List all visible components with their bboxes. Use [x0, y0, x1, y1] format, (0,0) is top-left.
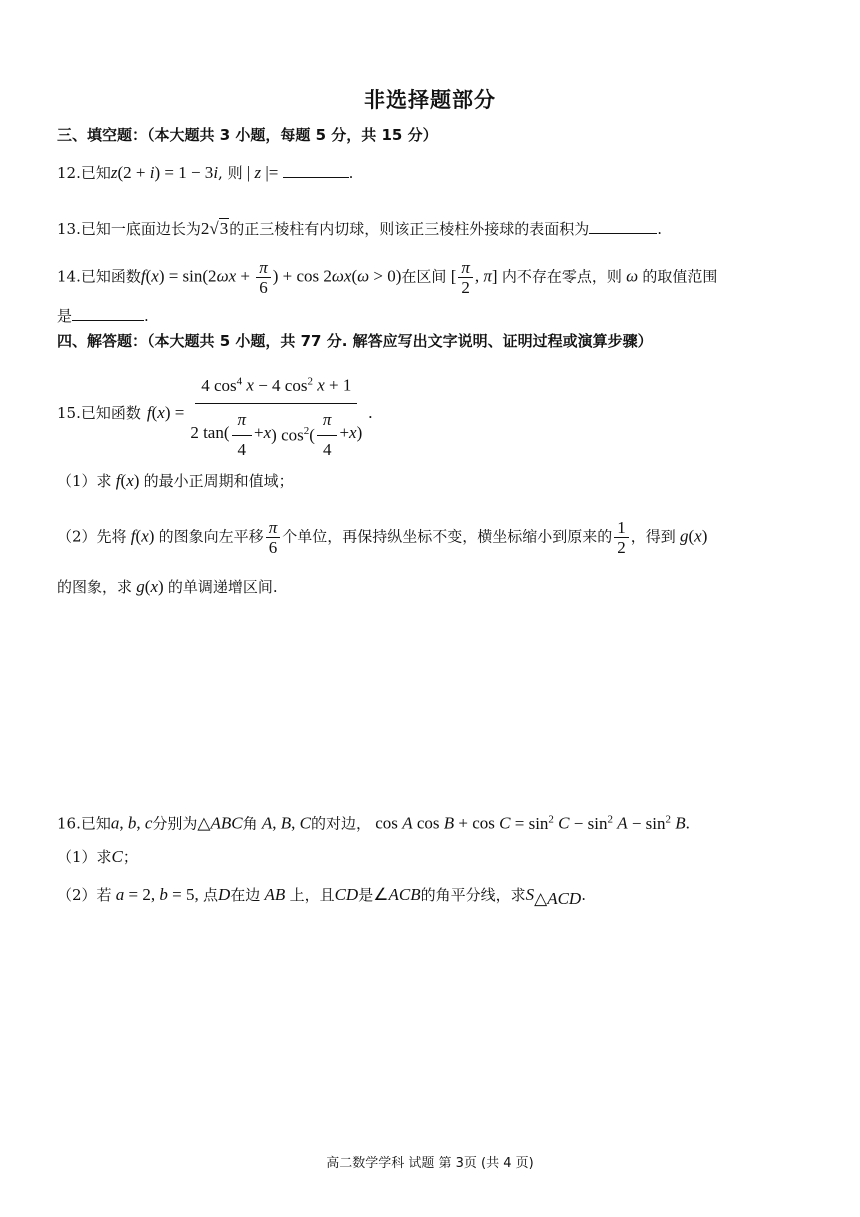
- question-14-line2: 是 .: [57, 307, 149, 325]
- question-15: 15.已知函数 f ( x ) = 4 $\cos^4 x - 4$ $\cos^2 x + 1$ 2 tan( $\frac{\pi}{4}$ + x ) $\cos^2$( $\frac{\pi}{4}$ + x ) .: [57, 368, 373, 459]
- question-16: 16.已知a, b, c分别为△ABC角 A, B, C的对边， cos A $\cos B + \cos C = \sin^2 C - \sin^2 A - \sin^2 B$.: [57, 813, 690, 833]
- section-heading-answer: 四、解答题：（本大题共 5 小题，共 77 分. 解答应写出文字说明、证明过程或演算步骤）: [57, 332, 653, 350]
- page-title: 非选择题部分: [364, 88, 496, 112]
- answer-blank: [589, 218, 657, 234]
- question-15-part1: （1）求 f(x) 的最小正周期和值域；: [57, 471, 294, 490]
- answer-blank: [283, 162, 349, 178]
- question-16-part1: （1）求C；: [57, 847, 138, 866]
- question-15-part2-line2: 的图象，求 g(x) 的单调递增区间.: [57, 577, 278, 596]
- page-footer: 高二数学学科 试题 第 3页 (共 4 页): [326, 1156, 534, 1171]
- question-14: 14.已知函数f(x) = sin(2ωx + $\frac{\pi}{6}$ ) + cos 2ωx(ω > 0)在区间 [ $\frac{\pi}{2}$ , π] 内不存在零点，则 ω 的取值范围: [57, 258, 718, 297]
- section-heading-fill-in: 三、填空题：（本大题共 3 小题，每题 5 分，共 15 分）: [57, 126, 438, 144]
- answer-blank: [72, 305, 144, 321]
- question-13: 13.已知一底面边长为2√3的正三棱柱有内切球，则该正三棱柱外接球的表面积为 .: [57, 219, 662, 238]
- question-15-part2: （2）先将 f(x) 的图象向左平移 $\frac{\pi}{6}$ 个单位，再保持纵坐标不变，横坐标缩小到原来的 $\frac{1}{2}$ ，得到 g(x): [57, 518, 708, 557]
- question-12: 12.已知z(2 + i) = 1 − 3i, 则 | z |= .: [57, 163, 354, 182]
- function-fraction: 4 $\cos^4 x - 4$ $\cos^2 x + 1$ 2 tan( $\frac{\pi}{4}$ + x ) $\cos^2$( $\frac{\pi}{4}$ + x ): [184, 368, 368, 459]
- question-16-part2: （2）若 a = 2, b = 5, 点D在边 AB 上，且CD是∠ACB的角平分线，求$S_{\triangle ACD}$.: [57, 885, 586, 908]
